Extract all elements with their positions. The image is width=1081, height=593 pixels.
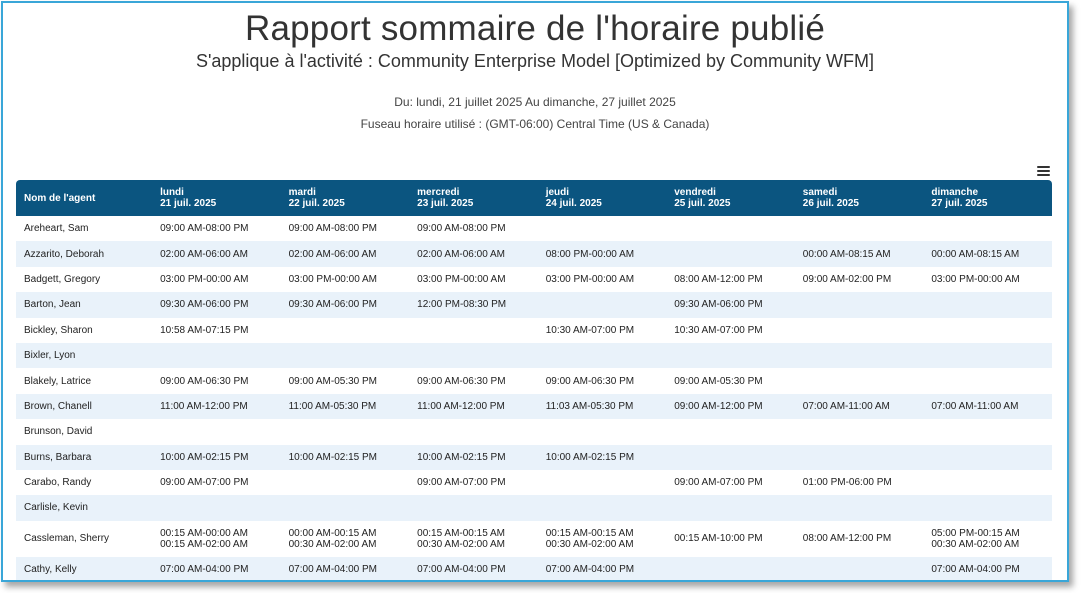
column-header-date: 27 juil. 2025: [931, 198, 988, 209]
shift-time: 01:00 PM-06:00 PM: [802, 477, 892, 489]
column-header-day-name: mardi: [288, 187, 316, 198]
table-row: [16, 216, 1052, 241]
shift-time: 02:00 AM-06:00 AM: [417, 248, 505, 260]
agent-name-cell: Areheart, Sam: [24, 223, 89, 235]
shift-cell: [281, 394, 410, 419]
column-header-day-name: dimanche: [931, 187, 979, 198]
shift-cell: [923, 216, 1052, 241]
shift-time: 07:00 AM-11:00 AM: [802, 400, 890, 412]
shift-cell: [795, 267, 924, 292]
shift-cell: [152, 292, 281, 317]
agent-name-cell: Brunson, David: [24, 426, 93, 438]
shift-cell: [923, 241, 1052, 266]
column-header-date: 25 juil. 2025: [674, 198, 731, 209]
shift-time: 10:00 AM-02:15 PM: [417, 451, 506, 463]
shift-cell: [923, 470, 1052, 495]
shift-cell: [409, 292, 538, 317]
shift-time: 09:00 AM-06:30 PM: [545, 375, 635, 387]
shift-cell: [795, 470, 924, 495]
agent-name-cell: Carlisle, Kevin: [16, 495, 152, 520]
agent-name-cell: Cathy, Kelly: [16, 557, 152, 582]
shift-time: 07:00 AM-04:00 PM: [417, 563, 506, 575]
shift-cell: [666, 557, 795, 582]
table-row: [16, 292, 1052, 317]
shift-cell: [409, 445, 538, 470]
shift-cell: [666, 495, 795, 520]
shift-cell: [409, 216, 538, 241]
shift-time: 09:00 AM-07:00 PM: [417, 477, 506, 489]
shift-time: 00:15 AM-00:15 AM: [545, 527, 634, 539]
shift-cell: [409, 267, 538, 292]
agent-name-cell: Bickley, Sharon: [24, 324, 93, 336]
shift-cell: [923, 419, 1052, 444]
shift-time: 09:30 AM-06:00 PM: [674, 299, 763, 311]
shift-time: 09:00 AM-05:30 PM: [288, 375, 377, 387]
shift-cell: [281, 495, 410, 520]
shift-cell: [409, 241, 538, 266]
shift-cell: [666, 267, 795, 292]
shift-time: 10:00 AM-02:15 PM: [160, 451, 249, 463]
shift-time: 03:00 PM-00:00 AM: [288, 273, 377, 285]
table-row: [16, 368, 1052, 393]
shift-cell: [923, 318, 1052, 343]
column-header-date: 23 juil. 2025: [417, 198, 474, 209]
shift-cell: [923, 495, 1052, 520]
column-header-date: 22 juil. 2025: [288, 198, 345, 209]
report-timezone: Fuseau horaire utilisé : (GMT-06:00) Central Time (US & Canada): [360, 117, 710, 131]
shift-cell: [409, 368, 538, 393]
shift-time: 07:00 AM-04:00 PM: [160, 563, 249, 575]
shift-cell: [795, 368, 924, 393]
shift-time: 00:30 AM-02:00 AM: [288, 538, 377, 550]
shift-cell: [666, 368, 795, 393]
column-header-day[interactable]: [795, 180, 924, 216]
shift-time: 03:00 PM-00:00 AM: [545, 273, 635, 285]
shift-cell: [281, 521, 410, 557]
shift-cell: [795, 394, 924, 419]
column-header-agent-name[interactable]: Nom de l'agent: [16, 180, 152, 216]
agent-name-cell: Carabo, Randy: [24, 477, 92, 489]
shift-cell: [409, 394, 538, 419]
shift-time: 09:30 AM-06:00 PM: [288, 299, 377, 311]
shift-time: 09:00 AM-08:00 PM: [160, 223, 249, 235]
shift-cell: [281, 445, 410, 470]
shift-cell: [666, 343, 795, 368]
column-header-day[interactable]: [409, 180, 538, 216]
shift-cell: [538, 445, 667, 470]
column-header-day-name: samedi: [802, 187, 838, 198]
shift-cell: [923, 292, 1052, 317]
shift-time: 03:00 PM-00:00 AM: [931, 273, 1020, 285]
shift-cell: [923, 521, 1052, 557]
shift-cell: [666, 216, 795, 241]
table-row: [16, 445, 1052, 470]
shift-cell: [538, 216, 667, 241]
table-row: [16, 521, 1052, 557]
column-header-date: 26 juil. 2025: [802, 198, 859, 209]
agent-name-cell: Burns, Barbara: [16, 445, 152, 470]
column-header-day[interactable]: [152, 180, 281, 216]
shift-cell: [152, 368, 281, 393]
shift-time: 11:00 AM-12:00 PM: [417, 400, 505, 412]
shift-cell: [923, 394, 1052, 419]
table-row: [16, 419, 1052, 444]
shift-time: 07:00 AM-04:00 PM: [931, 563, 1020, 575]
shift-cell: [409, 318, 538, 343]
shift-cell: [923, 343, 1052, 368]
shift-cell: [538, 267, 667, 292]
column-header-day[interactable]: [281, 180, 410, 216]
shift-cell: [538, 557, 667, 582]
column-header-day-name: lundi: [160, 187, 184, 198]
shift-time: 00:15 AM-00:15 AM: [417, 527, 505, 539]
shift-time: 10:30 AM-07:00 PM: [545, 324, 635, 336]
shift-cell: [795, 292, 924, 317]
agent-name-cell: Bixler, Lyon: [16, 343, 152, 368]
shift-cell: [152, 521, 281, 557]
shift-cell: [795, 445, 924, 470]
shift-time: 09:00 AM-07:00 PM: [674, 477, 763, 489]
shift-cell: [666, 292, 795, 317]
column-header-date: 24 juil. 2025: [545, 198, 602, 209]
shift-cell: [152, 318, 281, 343]
shift-time: 00:30 AM-02:00 AM: [545, 538, 634, 550]
shift-time: 11:00 AM-12:00 PM: [160, 400, 248, 412]
table-row: [16, 495, 1052, 520]
shift-cell: [152, 241, 281, 266]
shift-cell: [152, 470, 281, 495]
shift-cell: [152, 267, 281, 292]
shift-cell: [281, 470, 410, 495]
shift-time: 09:00 AM-06:30 PM: [417, 375, 506, 387]
shift-cell: [409, 470, 538, 495]
table-row: [16, 394, 1052, 419]
shift-cell: [666, 470, 795, 495]
shift-cell: [538, 470, 667, 495]
shift-cell: [409, 557, 538, 582]
column-header-day-name: mercredi: [417, 187, 460, 198]
shift-time: 00:00 AM-08:15 AM: [802, 248, 891, 260]
shift-cell: [923, 445, 1052, 470]
shift-time: 10:00 AM-02:15 PM: [288, 451, 377, 463]
column-header-day-name: jeudi: [545, 187, 570, 198]
shift-time: 08:00 AM-12:00 PM: [674, 273, 763, 285]
shift-time: 09:00 AM-08:00 PM: [417, 223, 506, 235]
column-header-day[interactable]: [923, 180, 1052, 216]
shift-cell: [795, 521, 924, 557]
shift-time: 09:00 AM-08:00 PM: [288, 223, 377, 235]
shift-cell: [666, 318, 795, 343]
agent-name-cell: Cassleman, Sherry: [24, 533, 110, 545]
shift-cell: [538, 368, 667, 393]
shift-time: 00:30 AM-02:00 AM: [417, 538, 505, 550]
shift-time: 00:00 AM-00:15 AM: [288, 527, 377, 539]
agent-name-cell: Blakely, Latrice: [24, 375, 92, 387]
shift-cell: [281, 368, 410, 393]
shift-cell: [409, 343, 538, 368]
hamburger-menu-icon[interactable]: [1037, 166, 1050, 178]
report-date-range: Du: lundi, 21 juillet 2025 Au dimanche, 27 juillet 2025: [394, 95, 676, 109]
shift-time: 11:03 AM-05:30 PM: [545, 400, 634, 412]
shift-time: 10:00 AM-02:15 PM: [545, 451, 635, 463]
agent-name-cell: Badgett, Gregory: [24, 273, 101, 285]
shift-cell: [538, 292, 667, 317]
shift-cell: [152, 419, 281, 444]
shift-cell: [152, 394, 281, 419]
shift-time: 09:00 AM-12:00 PM: [674, 400, 763, 412]
table-row: [16, 267, 1052, 292]
column-header-date: 21 juil. 2025: [160, 198, 217, 209]
shift-cell: [538, 318, 667, 343]
shift-time: 00:15 AM-10:00 PM: [674, 533, 763, 545]
report-window: [1, 1, 1069, 582]
shift-cell: [795, 557, 924, 582]
shift-time: 11:00 AM-05:30 PM: [288, 400, 377, 412]
shift-cell: [795, 495, 924, 520]
shift-cell: [152, 445, 281, 470]
shift-time: 02:00 AM-06:00 AM: [160, 248, 248, 260]
shift-time: 09:00 AM-02:00 PM: [802, 273, 892, 285]
shift-cell: [152, 557, 281, 582]
report-title: Rapport sommaire de l'horaire publié: [244, 9, 825, 48]
shift-cell: [666, 521, 795, 557]
shift-cell: [538, 419, 667, 444]
shift-cell: [152, 495, 281, 520]
shift-cell: [409, 419, 538, 444]
shift-time: 00:15 AM-02:00 AM: [160, 538, 248, 550]
shift-cell: [538, 495, 667, 520]
shift-time: 05:00 PM-00:15 AM: [931, 527, 1020, 539]
shift-cell: [538, 394, 667, 419]
shift-time: 08:00 PM-00:00 AM: [545, 248, 635, 260]
shift-time: 07:00 AM-04:00 PM: [288, 563, 377, 575]
shift-cell: [666, 241, 795, 266]
shift-cell: [795, 216, 924, 241]
shift-cell: [923, 557, 1052, 582]
shift-time: 10:58 AM-07:15 PM: [160, 324, 249, 336]
shift-cell: [923, 368, 1052, 393]
shift-time: 00:15 AM-00:00 AM: [160, 527, 248, 539]
shift-time: 09:00 AM-06:30 PM: [160, 375, 249, 387]
column-header-day[interactable]: [538, 180, 667, 216]
shift-cell: [409, 495, 538, 520]
shift-cell: [281, 343, 410, 368]
shift-time: 00:00 AM-08:15 AM: [931, 248, 1020, 260]
shift-time: 08:00 AM-12:00 PM: [802, 533, 892, 545]
report-subtitle: S'applique à l'activité : Community Enterprise Model [Optimized by Community WFM]: [195, 51, 875, 71]
shift-time: 02:00 AM-06:00 AM: [288, 248, 377, 260]
shift-time: 03:00 PM-00:00 AM: [160, 273, 249, 285]
shift-time: 09:30 AM-06:00 PM: [160, 299, 249, 311]
shift-cell: [281, 557, 410, 582]
shift-cell: [666, 445, 795, 470]
shift-cell: [795, 318, 924, 343]
table-header-row: [16, 180, 1052, 216]
column-header-day[interactable]: [666, 180, 795, 216]
shift-time: 10:30 AM-07:00 PM: [674, 324, 763, 336]
shift-cell: [795, 419, 924, 444]
shift-cell: [281, 267, 410, 292]
table-row: [16, 318, 1052, 343]
agent-name-cell: Azzarito, Deborah: [16, 241, 152, 266]
shift-cell: [538, 521, 667, 557]
shift-time: 09:00 AM-05:30 PM: [674, 375, 763, 387]
shift-cell: [538, 241, 667, 266]
table-row: [16, 241, 1052, 266]
shift-time: 09:00 AM-07:00 PM: [160, 477, 249, 489]
shift-cell: [538, 343, 667, 368]
table-row: [16, 557, 1052, 582]
shift-cell: [666, 394, 795, 419]
shift-cell: [795, 241, 924, 266]
table-row: [16, 470, 1052, 495]
column-header-day-name: vendredi: [674, 187, 716, 198]
agent-name-cell: Brown, Chanell: [16, 394, 152, 419]
schedule-table: [16, 180, 1052, 582]
shift-cell: [152, 216, 281, 241]
shift-cell: [923, 267, 1052, 292]
shift-time: 07:00 AM-11:00 AM: [931, 400, 1019, 412]
shift-time: 07:00 AM-04:00 PM: [545, 563, 635, 575]
shift-cell: [281, 216, 410, 241]
shift-cell: [152, 343, 281, 368]
agent-name-cell: Barton, Jean: [16, 292, 152, 317]
shift-cell: [281, 318, 410, 343]
shift-cell: [409, 521, 538, 557]
shift-time: 00:30 AM-02:00 AM: [931, 538, 1020, 550]
shift-cell: [666, 419, 795, 444]
shift-cell: [281, 292, 410, 317]
shift-time: 03:00 PM-00:00 AM: [417, 273, 506, 285]
shift-cell: [795, 343, 924, 368]
shift-time: 12:00 PM-08:30 PM: [417, 299, 507, 311]
shift-cell: [281, 419, 410, 444]
shift-cell: [281, 241, 410, 266]
table-row: [16, 343, 1052, 368]
